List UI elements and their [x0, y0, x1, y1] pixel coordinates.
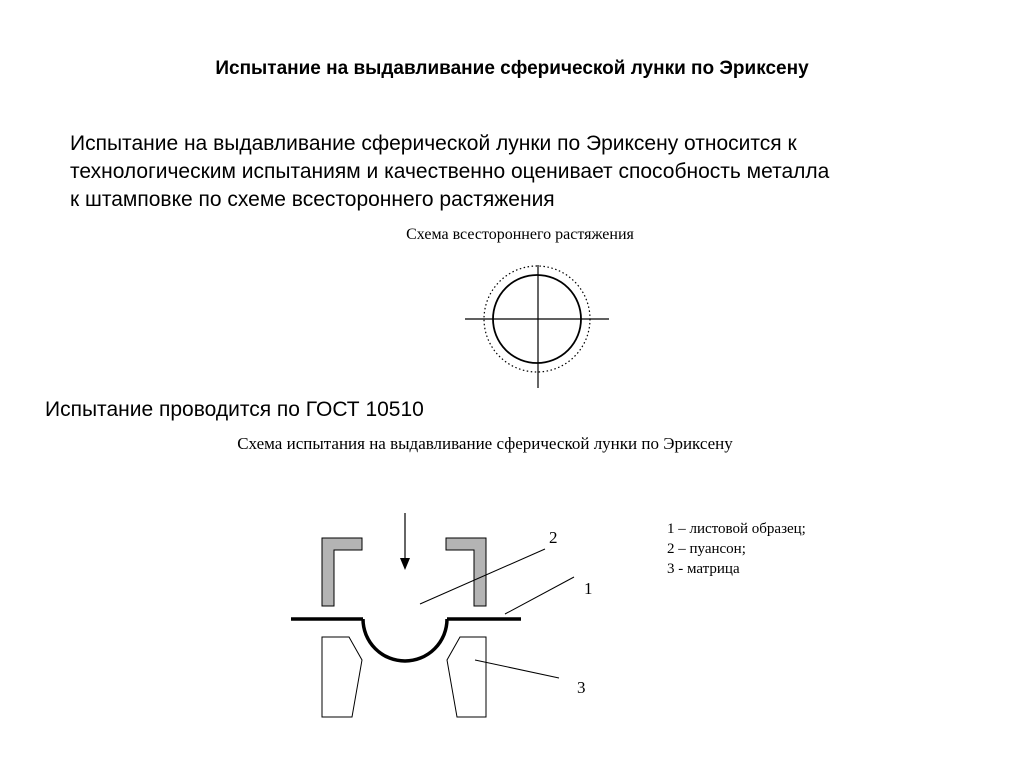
upper-clamp-right [446, 538, 486, 606]
upper-clamp-left [322, 538, 362, 606]
intro-line: Испытание на выдавливание сферической лунки по Эриксену относится к [70, 132, 797, 155]
label-3: 3 [577, 678, 586, 697]
legend-item: 2 – пуансон; [667, 541, 746, 557]
label-2: 2 [549, 528, 558, 547]
legend-item: 1 – листовой образец; [667, 521, 806, 537]
tension-scheme-diagram [465, 265, 609, 388]
gost-text: Испытание проводится по ГОСТ 10510 [45, 398, 424, 421]
figure2-caption: Схема испытания на выдавливание сферической лунки по Эриксену [237, 434, 733, 453]
legend-item: 3 - матрица [667, 561, 740, 577]
figure1-caption: Схема всестороннего растяжения [406, 226, 634, 243]
label-1: 1 [584, 579, 593, 598]
leader-line-1 [505, 577, 574, 614]
leader-line-3 [475, 660, 559, 678]
sheet-specimen-dome [363, 619, 447, 661]
die-right [447, 637, 486, 717]
force-arrow-icon [400, 513, 410, 570]
die-left [322, 637, 362, 717]
intro-line: технологическим испытаниям и качественно оценивает способность металла [70, 160, 830, 183]
page-title: Испытание на выдавливание сферической лунки по Эриксену [215, 58, 809, 79]
erichsen-test-diagram [291, 513, 593, 717]
intro-line: к штамповке по схеме всестороннего растяжения [70, 188, 555, 211]
